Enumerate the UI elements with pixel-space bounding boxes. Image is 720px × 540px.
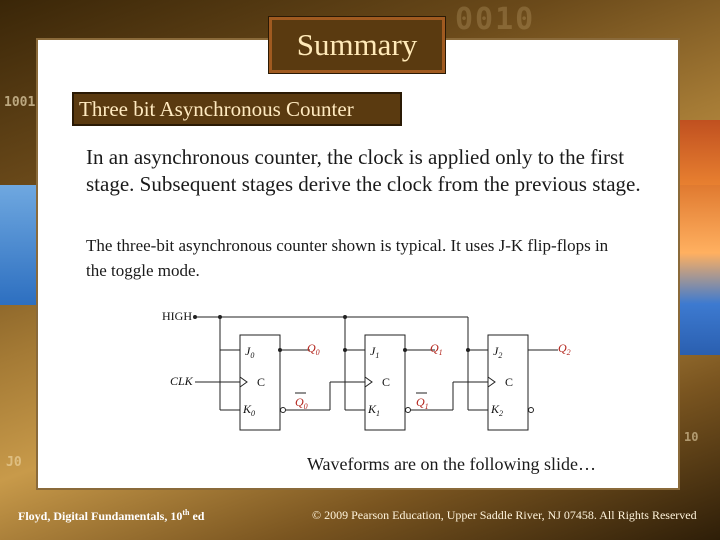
footer-copyright: © 2009 Pearson Education, Upper Saddle River, NJ 07458. All Rights Reserved <box>312 508 697 522</box>
background-digits: 0010 <box>455 2 536 37</box>
q2-label: $Q_2$ <box>558 341 571 357</box>
counter-circuit-diagram <box>150 300 590 440</box>
c0-label: C <box>257 375 266 389</box>
footer-book-credit: Floyd, Digital Fundamentals, 10th ed <box>18 508 205 523</box>
c1-label: C <box>382 375 391 389</box>
q0-bar-label <box>295 393 308 411</box>
background-orange-bar-right <box>680 120 720 185</box>
clk-label: CLK <box>170 374 193 388</box>
circuit-wires <box>195 317 558 410</box>
background-blue-bar-right <box>680 185 720 355</box>
body-paragraph-1: In an asynchronous counter, the clock is applied only to the first stage. Subsequent stages derive the clock from the previous stage. <box>86 145 641 196</box>
q1-bar-label <box>416 393 429 411</box>
q1-label: $Q_1$ <box>430 341 443 357</box>
background-blue-bar-left <box>0 185 36 305</box>
j2-label: $J_2$ <box>493 344 503 360</box>
svg-text:Q1: $Q_1$ <box>416 395 429 411</box>
k1-label: $K_1$ <box>368 402 381 418</box>
c2-label: C <box>505 375 514 389</box>
j1-label: $J_1$ <box>370 344 380 360</box>
section-heading: Three bit Asynchronous Counter <box>72 92 402 126</box>
slide-title: Summary <box>269 17 445 73</box>
k2-label: $K_2$ <box>491 402 504 418</box>
k0-label: $K_0$ <box>243 402 256 418</box>
body-paragraph-2: The three-bit asynchronous counter shown is typical. It uses J-K flip-flops in the toggle mode. <box>86 236 609 280</box>
circuit-junction-dots <box>193 315 470 352</box>
j0-label: $J_0$ <box>245 344 255 360</box>
svg-text:Q0: $Q_0$ <box>295 395 308 411</box>
waveforms-caption: Waveforms are on the following slide… <box>307 454 596 474</box>
background-digits-left: 1001 <box>4 95 36 110</box>
q0-label: $Q_0$ <box>307 341 320 357</box>
background-digits-left-bottom: J0 <box>6 455 22 470</box>
background-digits-right: 10 <box>684 430 699 444</box>
high-label: HIGH <box>162 309 192 323</box>
